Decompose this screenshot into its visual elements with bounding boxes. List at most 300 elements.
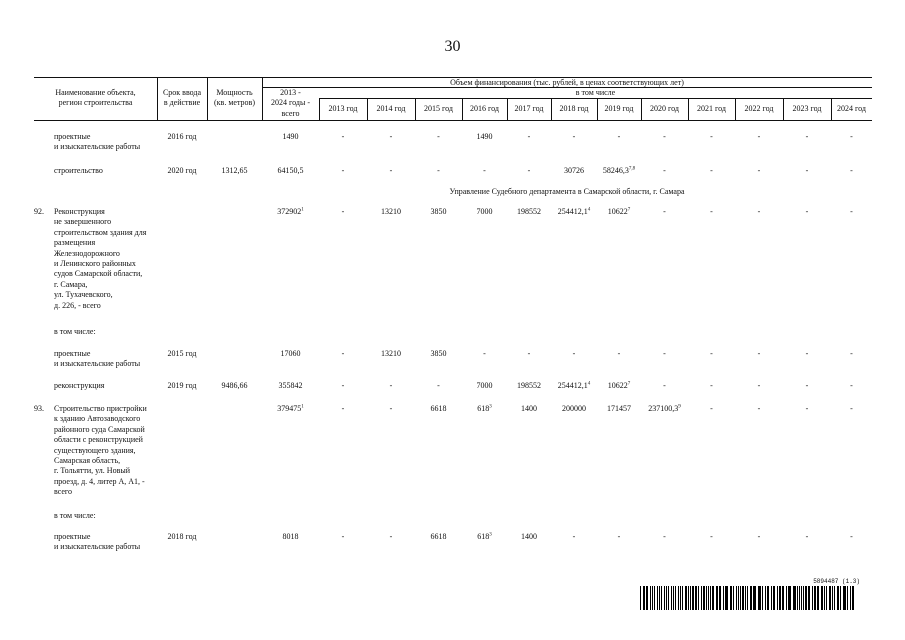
header-term [157, 98, 207, 108]
barcode-bar [708, 586, 709, 610]
row-value [415, 532, 462, 542]
barcode-bar [794, 586, 795, 610]
row-name [54, 228, 157, 238]
row-value-text: - [805, 132, 809, 141]
row-value [415, 132, 462, 142]
barcode-number: 5894487 (1.3) [813, 578, 860, 585]
barcode-bar [643, 586, 644, 610]
row-value [641, 166, 688, 176]
row-capacity [207, 381, 262, 391]
barcode-bar [659, 586, 660, 610]
row-value-text: 6618 [430, 532, 447, 541]
row-value [641, 207, 688, 217]
header-capacity [207, 88, 262, 98]
row-value-text: - [805, 381, 809, 390]
row-value [688, 207, 735, 217]
row-term-text: 2018 год [167, 532, 197, 541]
row-term [157, 132, 207, 142]
barcode-bar [758, 586, 759, 610]
header-year [319, 104, 367, 114]
row-name [54, 446, 157, 456]
row-value [831, 349, 872, 359]
barcode-bar [733, 586, 734, 610]
barcode-bar [652, 586, 653, 610]
barcode-bar [805, 586, 806, 610]
header-year-text: 2017 год [514, 104, 544, 113]
row-value-text: - [617, 532, 621, 541]
row-value-footnote: 7 [627, 207, 631, 213]
barcode-bar [844, 586, 845, 610]
barcode-bar [843, 586, 844, 610]
barcode-bar [650, 586, 651, 610]
row-value [688, 381, 735, 391]
row-value [831, 166, 872, 176]
row-value-text: - [341, 349, 345, 358]
row-value-text: - [850, 381, 853, 390]
barcode-bar [666, 586, 667, 610]
row-value [641, 349, 688, 359]
row-value [783, 532, 831, 542]
header-financing-title [262, 78, 872, 88]
header-year [641, 104, 688, 114]
row-name-text: области с реконструкцией [54, 435, 143, 445]
barcode-bar [675, 586, 676, 610]
barcode-bar [788, 586, 789, 610]
row-value [462, 166, 507, 176]
row-name [54, 301, 157, 311]
row-name-text: и изыскательские работы [54, 542, 141, 552]
header-financing-title-text: Объем финансирования (тыс. рублей, в ценах соответствующих лет) [450, 78, 684, 87]
row-value [462, 381, 507, 391]
barcode-bar [698, 586, 699, 610]
row-value [735, 132, 783, 142]
row-value [551, 381, 597, 391]
row-name [54, 349, 157, 359]
barcode-bar [821, 586, 823, 610]
row-value-text: - [483, 349, 486, 358]
row-value-footnote: 3 [489, 404, 492, 410]
barcode-bar [762, 586, 763, 610]
header-total-text: 2024 годы - [271, 98, 310, 108]
barcode-bar [738, 586, 739, 610]
barcode-bar [668, 586, 669, 610]
header-year [551, 104, 597, 114]
row-name-text: не завершенного [54, 217, 112, 227]
row-name [54, 532, 157, 542]
row-name-text: Железнодорожного [54, 248, 120, 258]
barcode-bar [747, 586, 748, 610]
barcode-bar [826, 586, 827, 610]
barcode-bar [801, 586, 802, 610]
header-total [262, 109, 319, 119]
row-value-footnote: 4 [587, 207, 591, 213]
row-name-text: ул. Тухачевского, [54, 290, 113, 300]
row-value-text: - [617, 132, 621, 141]
row-name-text: районного суда Самарской [54, 424, 145, 434]
row-value [688, 166, 735, 176]
row-number-text: 93. [34, 404, 44, 413]
row-value [415, 349, 462, 359]
header-including-text: в том числе [575, 88, 616, 97]
barcode-bar [712, 586, 713, 610]
row-name [54, 269, 157, 279]
header-year-text: 2020 год [650, 104, 679, 113]
row-value-text: - [663, 349, 666, 358]
row-value-text: - [437, 166, 440, 175]
row-value [367, 349, 415, 359]
row-value [551, 132, 597, 142]
barcode-bar [812, 586, 813, 610]
barcode-bar [750, 586, 751, 610]
barcode-bar [701, 586, 702, 610]
row-value-text: - [389, 381, 393, 390]
row-name-text: г. Самара, [54, 279, 88, 289]
row-value-text: - [341, 532, 345, 541]
row-total [262, 349, 319, 359]
row-total [262, 207, 319, 217]
row-value-text: - [850, 132, 853, 141]
barcode-bar [814, 586, 815, 610]
row-name [54, 425, 157, 435]
barcode-bar [847, 586, 848, 610]
barcode-bar [767, 586, 768, 610]
header-total-text: 2013 - [280, 88, 301, 97]
barcode-bar [730, 586, 731, 610]
header-term-text: Срок ввода [162, 88, 202, 97]
row-value [319, 532, 367, 542]
row-name-text: Реконструкция [54, 207, 105, 216]
header-year [597, 104, 641, 114]
row-name [54, 259, 157, 269]
row-capacity-text: 9486,66 [221, 381, 248, 390]
barcode-bar [690, 586, 691, 610]
row-value-text: - [389, 166, 393, 175]
row-term [157, 349, 207, 359]
barcode-bar [754, 586, 755, 610]
row-name [54, 249, 157, 259]
header-year [415, 104, 462, 114]
header-year-text: 2016 год [470, 104, 499, 113]
row-total-text: 355842 [278, 381, 303, 390]
row-value [462, 532, 507, 542]
row-total [262, 166, 319, 176]
row-value [319, 381, 367, 391]
row-value-text: 3850 [430, 349, 447, 358]
barcode-bar [809, 586, 810, 610]
row-value [831, 381, 872, 391]
barcode-bar [678, 586, 679, 610]
row-name-text: строительством здания для [54, 227, 147, 237]
row-label [54, 511, 154, 521]
row-value [507, 349, 551, 359]
barcode-bar [695, 586, 697, 610]
row-value-text: 10622 [607, 381, 628, 390]
row-label-text: в том числе: [54, 327, 96, 336]
row-value [688, 404, 735, 414]
row-value-text: 58246,3 [602, 166, 629, 175]
row-value-text: 254412,1 [557, 207, 588, 216]
barcode-bar [647, 586, 648, 610]
barcode-bar [753, 586, 754, 610]
row-value-text: 237100,3 [648, 404, 679, 413]
row-number [34, 207, 54, 217]
barcode-bar [725, 586, 726, 610]
row-total [262, 132, 319, 142]
row-value-text: - [389, 532, 393, 541]
row-value [507, 381, 551, 391]
row-value [735, 532, 783, 542]
row-value-text: - [341, 381, 345, 390]
row-value [551, 349, 597, 359]
barcode-bar [719, 586, 721, 610]
barcode-bar [829, 586, 830, 610]
row-value [367, 404, 415, 414]
barcode-bar [736, 586, 737, 610]
header-year [507, 104, 551, 114]
row-name [54, 487, 157, 497]
row-total-text: 1490 [282, 132, 299, 141]
row-value-text: - [710, 404, 713, 413]
row-number [34, 404, 54, 414]
row-value-text: - [437, 132, 440, 141]
row-value [551, 207, 597, 217]
row-total-text: 17060 [280, 349, 301, 358]
header-year [831, 104, 872, 114]
row-value-text: - [710, 349, 713, 358]
header-name-text: регион строительства [58, 98, 133, 108]
row-name-text: существующего здания, [54, 445, 136, 455]
row-value-text: 1400 [521, 404, 537, 413]
row-name [54, 142, 157, 152]
row-name [54, 414, 157, 424]
row-term [157, 381, 207, 391]
row-value-text: - [341, 207, 345, 216]
row-value [415, 381, 462, 391]
row-value [507, 532, 551, 542]
header-year-text: 2015 год [424, 104, 453, 113]
row-value-text: - [483, 166, 486, 175]
barcode-bar [777, 586, 778, 610]
row-value [367, 532, 415, 542]
barcode-bar [716, 586, 717, 610]
row-name-text: всего [54, 487, 73, 497]
row-value-text: - [850, 349, 853, 358]
barcode-bar [682, 586, 683, 610]
row-value-text: 200000 [562, 404, 586, 413]
row-value-text: 7000 [476, 207, 493, 216]
row-value [462, 207, 507, 217]
row-value [319, 404, 367, 414]
row-term [157, 532, 207, 542]
row-value-text: - [757, 404, 761, 413]
barcode-bar [774, 586, 775, 610]
barcode-bar [837, 586, 838, 610]
row-name [54, 238, 157, 248]
row-value-text: - [527, 132, 531, 141]
row-name-text: Самарская область, [54, 456, 121, 465]
header-name [34, 98, 157, 108]
row-total-text: 64150,5 [277, 166, 304, 175]
row-label-text: в том числе: [54, 511, 96, 520]
row-value [367, 166, 415, 176]
row-value-text: - [663, 207, 666, 216]
row-value-text: - [805, 404, 809, 413]
row-value-text: - [389, 132, 393, 141]
page-number: 30 [444, 38, 461, 55]
row-name [54, 280, 157, 290]
row-name [54, 132, 157, 142]
header-year [735, 104, 783, 114]
row-value-text: - [757, 166, 761, 175]
row-name-text: и изыскательские работы [54, 142, 141, 152]
row-name [54, 359, 157, 369]
row-value-text: - [710, 207, 713, 216]
row-value [507, 207, 551, 217]
row-name [54, 290, 157, 300]
row-name [54, 217, 157, 227]
row-value [507, 166, 551, 176]
table-rule [34, 120, 872, 121]
row-value-text: 1490 [476, 132, 493, 141]
row-value [597, 207, 641, 217]
row-name-text: проезд, д. 4, литер А, А1, - [54, 476, 145, 486]
header-capacity-text: (кв. метров) [214, 98, 255, 108]
header-year [783, 104, 831, 114]
row-name-text: проектные [54, 349, 91, 358]
row-value [831, 132, 872, 142]
row-value-footnote: 3 [489, 532, 492, 538]
row-value [597, 404, 641, 414]
header-name-text: Наименование объекта, [55, 88, 136, 97]
row-value [415, 207, 462, 217]
header-term-text: в действие [163, 98, 201, 108]
row-name [54, 466, 157, 476]
row-name-text: к зданию Автозаводского [54, 414, 141, 424]
row-value [597, 132, 641, 142]
row-name [54, 381, 157, 391]
row-value-text: - [617, 349, 621, 358]
barcode-bar [852, 586, 854, 610]
row-value-text: - [572, 349, 576, 358]
row-value-text: 198552 [517, 381, 541, 390]
barcode-bar [834, 586, 835, 610]
row-value-text: 171457 [607, 404, 631, 413]
barcode-bar [706, 586, 707, 610]
row-value-text: - [663, 132, 666, 141]
barcode-bar [731, 586, 732, 610]
barcode-bar [710, 586, 711, 610]
row-total-footnote: 1 [301, 404, 304, 410]
row-value [735, 404, 783, 414]
row-name-text: и изыскательские работы [54, 359, 141, 369]
row-value-text: - [850, 207, 853, 216]
row-value-text: - [850, 532, 853, 541]
row-name [54, 166, 157, 176]
row-value [783, 166, 831, 176]
row-value [831, 207, 872, 217]
barcode [640, 586, 855, 610]
barcode-bar [771, 586, 772, 610]
row-name-text: размещения [54, 238, 96, 248]
row-value [735, 207, 783, 217]
row-value-text: - [710, 166, 713, 175]
row-value-text: - [389, 404, 393, 413]
row-value-text: - [341, 132, 345, 141]
barcode-bar [789, 586, 790, 610]
barcode-bar [673, 586, 674, 610]
row-name [54, 456, 157, 466]
barcode-bar [759, 586, 760, 610]
row-value-text: 3850 [430, 207, 447, 216]
header-total-text: всего [281, 108, 300, 118]
row-value-text: 13210 [381, 207, 401, 216]
barcode-bar [773, 586, 774, 610]
row-value [507, 132, 551, 142]
barcode-bar [703, 586, 705, 610]
row-value-text: - [805, 349, 809, 358]
row-number-text: 92. [34, 207, 44, 216]
barcode-bar [723, 586, 724, 610]
row-value [551, 166, 597, 176]
header-capacity [207, 98, 262, 108]
header-year-text: 2014 год [376, 104, 406, 113]
row-value [319, 166, 367, 176]
barcode-bar [745, 586, 746, 610]
barcode-bar [717, 586, 718, 610]
row-label [54, 327, 154, 337]
row-term [157, 166, 207, 176]
row-total [262, 381, 319, 391]
header-year-text: 2021 год [697, 104, 726, 113]
barcode-bar [838, 586, 839, 610]
row-total [262, 404, 319, 414]
barcode-bar [646, 586, 647, 610]
row-value-text: - [341, 404, 345, 413]
row-value-footnote: 7,8 [628, 166, 636, 172]
row-name-text: и Ленинского районных [54, 259, 136, 268]
row-value [641, 532, 688, 542]
row-value-text: - [710, 381, 713, 390]
header-total [262, 98, 319, 108]
row-value-text: 30726 [564, 166, 584, 175]
row-value [367, 207, 415, 217]
row-value [367, 132, 415, 142]
row-value-text: - [527, 166, 531, 175]
row-value [783, 381, 831, 391]
row-name-text: строительство [54, 166, 103, 175]
row-total [262, 532, 319, 542]
row-value [783, 404, 831, 414]
row-value [641, 381, 688, 391]
row-value-text: 13210 [381, 349, 401, 358]
row-value [735, 349, 783, 359]
row-name [54, 435, 157, 445]
row-name-text: проектные [54, 132, 91, 141]
row-value [319, 132, 367, 142]
row-total-text: 8018 [282, 532, 299, 541]
barcode-bar [664, 586, 665, 610]
row-total-footnote: 1 [301, 207, 304, 213]
barcode-bar [817, 586, 819, 610]
row-value [688, 532, 735, 542]
row-capacity-text: 1312,65 [221, 166, 248, 175]
row-value-text: 7000 [476, 381, 493, 390]
row-value [831, 532, 872, 542]
row-value [462, 404, 507, 414]
barcode-bar [803, 586, 804, 610]
row-value-text: 618 [477, 404, 490, 413]
row-value-text: - [527, 349, 531, 358]
